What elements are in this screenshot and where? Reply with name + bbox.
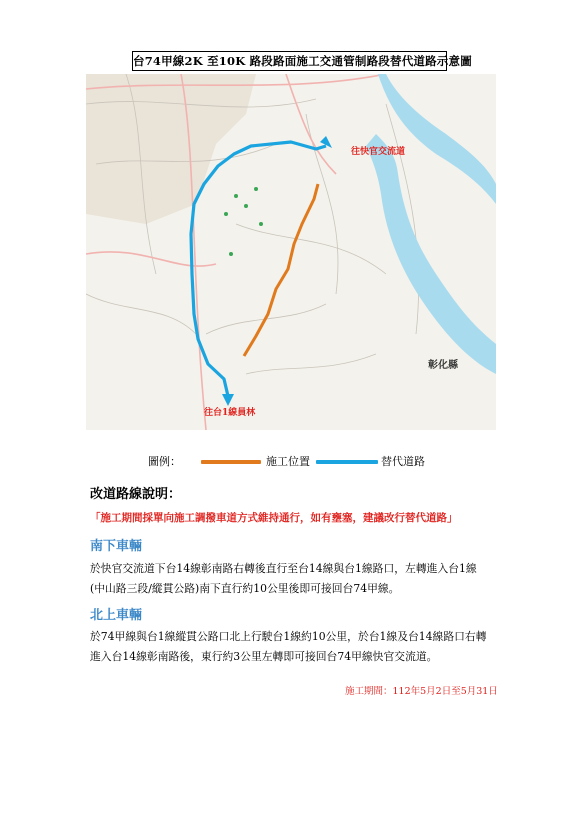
page-title: 台74甲線2K 至10K 路段路面施工交通管制路段替代道路示意圖 bbox=[132, 51, 447, 71]
route-description-heading: 改道路線說明： bbox=[90, 487, 182, 502]
northbound-text: 於74甲線與台1線縱貫公路口北上行駛台1線約10公里，於台1線及台14線路口右轉進入台14線彰南路後，東行約3公里左轉即可接回台74甲線快官交流道。 bbox=[90, 630, 487, 663]
label-county: 彰化縣 bbox=[428, 360, 458, 371]
label-south: 往台1線員林 bbox=[204, 408, 256, 418]
legend-construction-swatch bbox=[201, 460, 261, 464]
route-map bbox=[86, 74, 496, 430]
label-north: 往快官交流道 bbox=[351, 147, 406, 157]
legend-construction-label: 施工位置 bbox=[266, 455, 310, 468]
southbound-heading: 南下車輛 bbox=[90, 539, 143, 554]
legend-detour-label: 替代道路 bbox=[381, 455, 425, 468]
construction-period: 施工期間：112年5月2日至5月31日 bbox=[345, 686, 498, 697]
southbound-text: 於快官交流道下台14線彰南路右轉後直行至台14線與台1線路口，左轉進入台1線(中山路三段/縱貫公路)南下直行約10公里後即可接回台74甲線。 bbox=[90, 562, 477, 595]
construction-notice: 「施工期間採單向施工調撥車道方式維持通行，如有壅塞，建議改行替代道路」 bbox=[90, 512, 458, 524]
northbound-heading: 北上車輛 bbox=[90, 608, 143, 623]
legend-prefix: 圖例： bbox=[148, 455, 181, 468]
legend-detour-swatch bbox=[316, 460, 378, 464]
